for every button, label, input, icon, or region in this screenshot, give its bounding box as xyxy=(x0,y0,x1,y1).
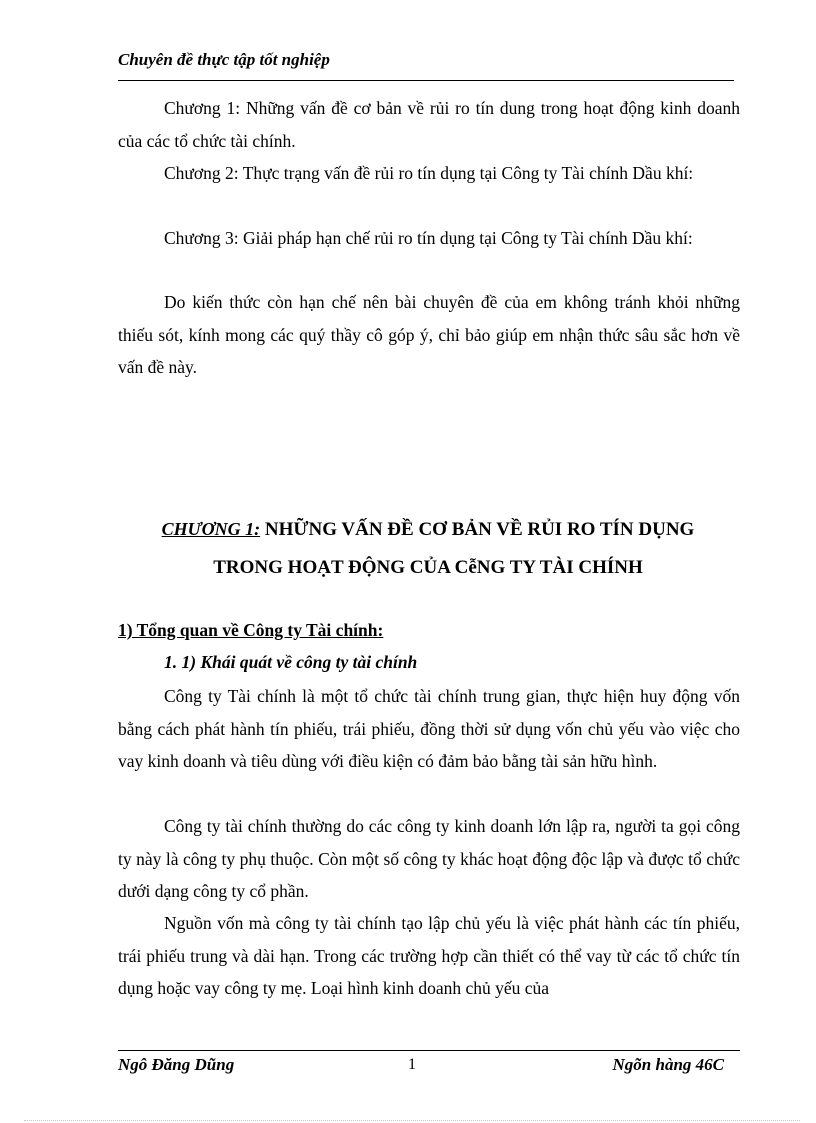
body-paragraph-2: Công ty tài chính thường do các công ty kinh doanh lớn lập ra, người ta gọi công ty này là công ty phụ thuộc. Còn một số công ty khác hoạt động độc lập và được tổ chức dưới dạng công ty cổ phần. xyxy=(118,816,740,901)
intro-paragraph-chapter-1: Chương 1: Những vấn đề cơ bản về rủi ro tín dung trong hoạt động kinh doanh của các tổ chức tài chính. xyxy=(118,98,740,151)
document-header-title: Chuyên đề thực tập tốt nghiệp xyxy=(118,50,330,69)
intro-paragraph-closing: Do kiến thức còn hạn chế nên bài chuyên đề của em không tránh khỏi những thiếu sót, kính mong các quý thầy cô góp ý, chỉ bảo giúp em nhận thức sâu sắc hơn về vấn đề này. xyxy=(118,292,740,377)
intro-paragraph-chapter-2: Chương 2: Thực trạng vấn đề rủi ro tín dụng tại Công ty Tài chính Dầu khí: xyxy=(164,163,694,183)
body-paragraph-3: Nguồn vốn mà công ty tài chính tạo lập chủ yếu là việc phát hành các tín phiếu, trái phiếu trung và dài hạn. Trong các trường hợp cần thiết có thể vay từ các tổ chức tín dụng hoặc vay công ty mẹ. Loại hình kinh doanh chủ yếu của xyxy=(118,913,740,998)
chapter-title-line-2: TRONG HOẠT ĐỘNG CỦA CễNG TY TÀI CHÍNH xyxy=(213,557,643,578)
subsection-heading: 1. 1) Khái quát về công ty tài chính xyxy=(164,652,418,672)
footer-author: Ngô Đăng Dũng xyxy=(118,1055,235,1074)
footer-class-name: Ngõn hàng 46C xyxy=(612,1055,724,1074)
section-heading: 1) Tổng quan về Công ty Tài chính: xyxy=(118,620,384,640)
intro-paragraph-chapter-3: Chương 3: Giải pháp hạn chế rủi ro tín dụng tại Công ty Tài chính Dầu khí: xyxy=(164,228,693,248)
chapter-label: CHƯƠNG 1: xyxy=(161,519,261,539)
footer-divider xyxy=(118,1050,740,1051)
header-divider xyxy=(118,80,734,81)
body-paragraph-1: Công ty Tài chính là một tổ chức tài chính trung gian, thực hiện huy động vốn bằng cách phát hành tín phiếu, trái phiếu, đồng thời sử dụng vốn chủ yếu vào việc cho vay kinh doanh và tiêu dùng với điều kiện có đảm bảo bằng tài sản hữu hình. xyxy=(118,686,740,771)
chapter-heading xyxy=(100,510,756,587)
chapter-heading-line-1 xyxy=(100,510,756,549)
footer-page-number: 1 xyxy=(408,1056,416,1073)
chapter-title-line-1: NHỮNG VẤN ĐỀ CƠ BẢN VỀ RỦI RO TÍN DỤNG xyxy=(264,519,695,540)
page-edge-divider xyxy=(24,1120,800,1121)
